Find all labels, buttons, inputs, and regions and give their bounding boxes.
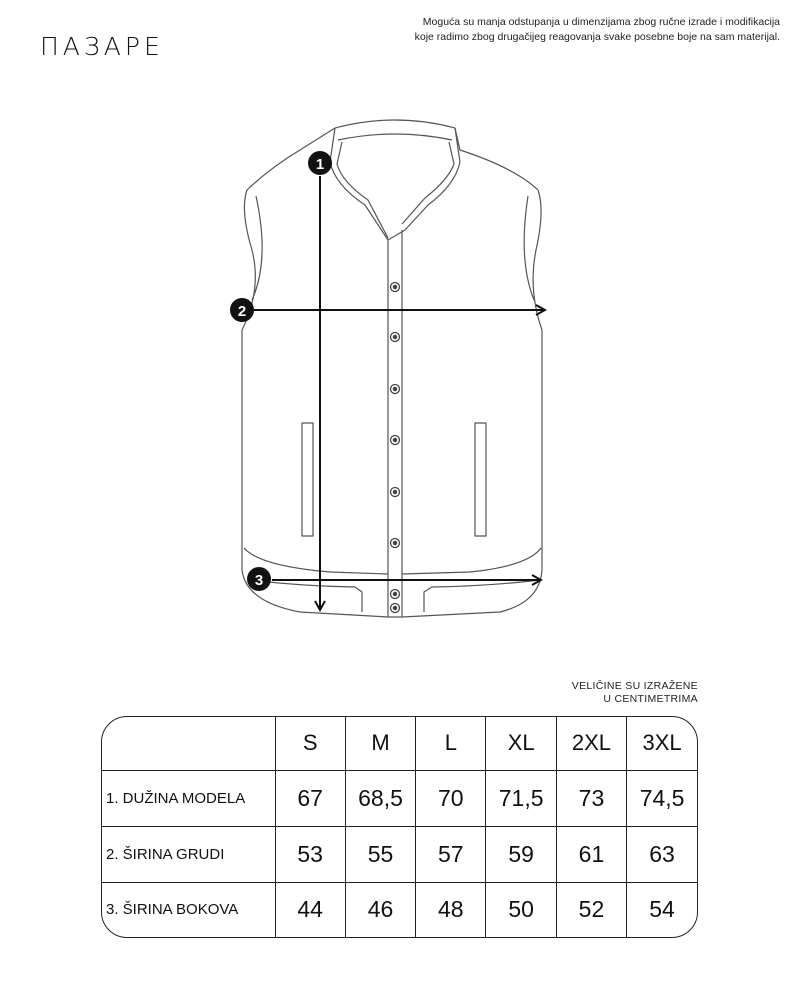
units-note-line-1: VELIČINE SU IZRAŽENE (571, 680, 698, 692)
table-cell: 73 (556, 770, 626, 826)
table-cell: 54 (627, 882, 697, 937)
marker-3-label: 3 (254, 572, 264, 589)
table-cell: 50 (486, 882, 556, 937)
table-cell: 55 (345, 826, 415, 882)
table-cell: 71,5 (486, 770, 556, 826)
size-header: M (345, 717, 415, 770)
corner-cell (102, 717, 275, 770)
table-cell: 48 (416, 882, 486, 937)
marker-1-label: 1 (315, 156, 325, 173)
units-note (572, 680, 698, 706)
table-cell: 67 (275, 770, 345, 826)
table-cell: 70 (416, 770, 486, 826)
table-row (102, 882, 697, 937)
disclaimer-line-2: koje radimo zbog drugačijeg reagovanja svake posebne boje na sam materijal. (414, 31, 780, 43)
row-label: 2. ŠIRINA GRUDI (102, 826, 275, 882)
measurement-marker-2 (230, 298, 254, 322)
size-header: XL (486, 717, 556, 770)
row-label: 3. ŠIRINA BOKOVA (102, 882, 275, 937)
table-row (102, 826, 697, 882)
table-cell: 74,5 (627, 770, 697, 826)
size-header: L (416, 717, 486, 770)
table-row (102, 770, 697, 826)
measurement-marker-1 (308, 151, 332, 175)
brand-logo: ПАЗАРЕ (40, 32, 164, 61)
table-cell: 46 (345, 882, 415, 937)
table-cell: 68,5 (345, 770, 415, 826)
table-cell: 52 (556, 882, 626, 937)
disclaimer-line-1: Moguća su manja odstupanja u dimenzijama zbog ručne izrade i modifikacija (422, 16, 780, 28)
units-note-line-2: U CENTIMETRIMA (603, 693, 698, 705)
table-cell: 44 (275, 882, 345, 937)
table-cell: 61 (556, 826, 626, 882)
vest-buttons (391, 283, 400, 613)
row-label: 1. DUŽINA MODELA (102, 770, 275, 826)
size-table (101, 716, 698, 938)
size-header: S (275, 717, 345, 770)
size-header: 3XL (627, 717, 697, 770)
size-header: 2XL (556, 717, 626, 770)
measurement-marker-3 (247, 567, 271, 591)
table-cell: 53 (275, 826, 345, 882)
marker-2-label: 2 (237, 303, 247, 320)
table-cell: 57 (416, 826, 486, 882)
table-cell: 59 (486, 826, 556, 882)
size-header-row (102, 717, 697, 770)
table-cell: 63 (627, 826, 697, 882)
